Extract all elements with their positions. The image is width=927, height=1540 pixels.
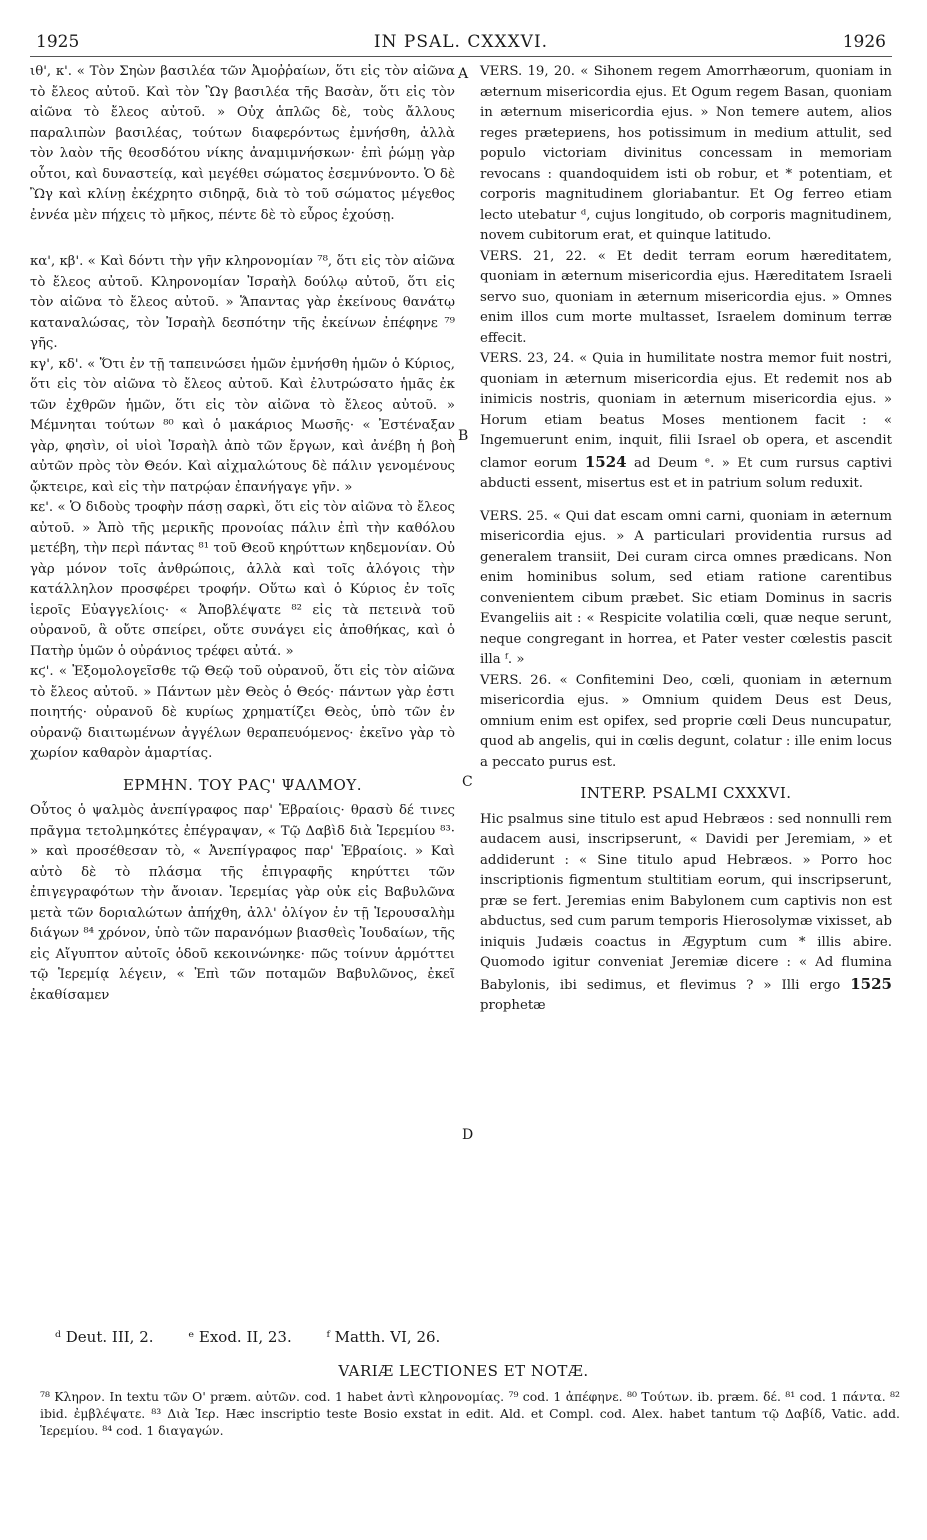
variant-notes: ⁷⁸ Κληρον. In textu τῶν Ο' præm. αὐτῶν. cod. 1 habet ἀντὶ κληρονομίας. ⁷⁹ cod. 1 ἀπέφηνε. ⁸⁰ Τούτων. ib. præm. δέ. ⁸¹ cod. 1 πάντα. ⁸² ibid. ἐμβλέψατε. ⁸³ Διὰ Ἱερ. Hæc inscriptio teste Bosio exstat in edit. Ald. et Compl. cod. Alex. habet tantum τῷ Δαβίδ, Vatic. add. Ἱερεμίου. ⁸⁴ cod. 1 διαγαγών. <box>40 1389 900 1438</box>
page-number-right: 1926 <box>842 32 886 52</box>
variae-heading: VARIÆ LECTIONES ET NOTÆ. <box>338 1362 589 1380</box>
latin-text: prophetæ <box>480 998 546 1013</box>
marginal-page-number: 1524 <box>584 452 627 471</box>
margin-letter-b: B <box>458 428 469 444</box>
greek-paragraph: κε'. « Ὁ διδοὺς τροφὴν πάσῃ σαρκὶ, ὅτι εἰς τὸν αἰῶνα τὸ ἔλεος αὐτοῦ. » Ἀπὸ τῆς μερικῆς προνοίας πάλιν ἐπὶ τὴν καθόλου μετέβη, τὴν περὶ πάντας ⁸¹ τοῦ Θεοῦ κηρύττων κηδεμονίαν. Οὐ γὰρ μόνον τοῖς ἀνθρώποις, ἀλλὰ καὶ τοῖς ἀλόγοις τὴν κατάλληλον προσφέρει τροφήν. Οὕτω καὶ ὁ Κύριος ἐν τοῖς ἱεροῖς Εὐαγγελίοις· « Ἀποβλέψατε ⁸² εἰς τὰ πετεινὰ τοῦ οὐρανοῦ, ἃ οὔτε σπείρει, οὔτε συνάγει εἰς ἀποθήκας, καὶ ὁ Πατὴρ ὑμῶν ὁ οὐράνιος τρέφει αὐτά. » <box>30 500 455 659</box>
latin-column <box>480 62 892 1017</box>
marginal-page-number: 1525 <box>850 974 892 993</box>
latin-section-heading: INTERP. PSALMI CXXXVI. <box>580 784 792 802</box>
latin-text: Hic psalmus sine titulo est apud Hebræos : sed nonnulli rem audacem ausi, inscripserunt, « Davidi per Jeremiam, » et addiderunt : « Sine titulo apud Hebræos. » Porro hoc inscriptionis figmentum stultitiam eorum, qui inscripserunt, præ se fert. Jeremias enim Babylonem cum captivis non est abductus, sed cum parum temporis Hierosolymæ vixisset, ab iniquis Judæis coactus in Ægyptum cum * illis abire. Quomodo igitur conveniat Jeremiæ dicere : « Ad flumina Babylonis, ibi sedimus, et flevimus ? » Illi ergo <box>480 811 892 993</box>
latin-paragraph: VERS. 26. « Confitemini Deo, cœli, quoniam in æternum misericordia ejus. » Omnium quidem Deus est Deus, omnium enim est opifex, sed proprie cœli Deus nuncupatur, quod ab angelis, qui in cœlis degunt, colatur : ille enim locus a peccato purus est. <box>480 672 893 770</box>
greek-section-heading: ΕΡΜΗΝ. ΤΟΥ ΡΑϚ' ΨΑΛΜΟΥ. <box>122 775 363 794</box>
footnote: ᵈ Deut. III, 2. <box>55 1328 154 1346</box>
latin-text: ad Deum ᵉ. » Et cum rursus captivi abducti essent, misertus est et in patrium solum reduxit. <box>480 455 892 491</box>
footnote: ᶠ Matth. VI, 26. <box>326 1328 441 1346</box>
greek-paragraph: Οὗτος ὁ ψαλμὸς ἀνεπίγραφος παρ' Ἑβραίοις· θρασὺ δέ τινες πρᾶγμα τετολμηκότες ἐπέγραψαν, « Τῷ Δαβὶδ διὰ Ἱερεμίου ⁸³· » καὶ προσέθεσαν τὸ, « Ἀνεπίγραφος παρ' Ἑβραίοις. » Καὶ αὐτὸ δὲ τὸ πλάσμα τῆς ἐπιγραφῆς κηρύττει τῶν ἐπιγεγραφότων τὴν ἄνοιαν. Ἱερεμίας γὰρ οὐκ εἰς Βαβυλῶνα μετὰ τῶν δοριαλώτων ἀπήχθη, ἀλλ' ὀλίγον ἐν τῇ Ἱερουσαλὴμ διάγων ⁸⁴ χρόνον, ὑπὸ τῶν παρανόμων βιασθεὶς Ἰουδαίων, τῆς εἰς Αἴγυπτον αὐτοῖς ὁδοῦ κεκοινώνηκε· πῶς τοίνυν ἁρμόττει τῷ Ἱερεμίᾳ λέγειν, « Ἐπὶ τῶν ποταμῶν Βαβυλῶνος, ἐκεῖ ἐκαθίσαμεν <box>30 803 455 1003</box>
margin-letter-c: C <box>462 774 473 790</box>
greek-paragraph: κγ', κδ'. « Ὅτι ἐν τῇ ταπεινώσει ἡμῶν ἐμνήσθη ἡμῶν ὁ Κύριος, ὅτι εἰς τὸν αἰῶνα τὸ ἔλεος αὐτοῦ. Καὶ ἐλυτρώσατο ἡμᾶς ἐκ τῶν ἐχθρῶν ἡμῶν, ὅτι εἰς τὸν αἰῶνα τὸ ἔλεος αὐτοῦ. » Μέμνηται τούτων ⁸⁰ καὶ ὁ μακάριος Μωσῆς· « Ἐστέναξαν γὰρ, φησὶν, οἱ υἱοὶ Ἰσραὴλ ἀπὸ τῶν ἔργων, καὶ ἀνέβη ἡ βοὴ αὐτῶν πρὸς τὸν Θεόν. Καὶ αἰχμαλώτους δὲ πάλιν γενομένους ᾤκτειρε, καὶ εἰς τὴν πατρῴαν ἐπανήγαγε γῆν. » <box>30 356 455 495</box>
greek-paragraph: ιθ', κ'. « Τὸν Σηὼν βασιλέα τῶν Ἀμοῤῥαίων, ὅτι εἰς τὸν αἰῶνα τὸ ἔλεος αὐτοῦ. Καὶ τὸν Ὢγ βασιλέα τῆς Βασὰν, ὅτι εἰς τὸν αἰῶνα τὸ ἔλεος αὐτοῦ. » Οὐχ ἁπλῶς δὲ, τοὺς ἄλλους παραλιπὼν βασιλέας, τούτων διαφερόντως ἐμνήσθη, ἀλλὰ τὸν λαὸν τῆς θεοσδότου νίκης ἀναμιμνήσκων· ἐπὶ ῥώμῃ γὰρ οὗτοι, καὶ δυναστείᾳ, καὶ μεγέθει σώματος ἐσεμνύνοντο. Ὁ δὲ Ὢγ καὶ κλίνῃ ἐκέχρητο σιδηρᾷ, διὰ τὸ τοῦ σώματος μέγεθος ἐννέα μὲν πήχεις τὸ μῆκος, πέντε δὲ τὸ εὖρος ἐχούσῃ. <box>30 64 455 223</box>
greek-paragraph: κϛ'. « Ἐξομολογεῖσθε τῷ Θεῷ τοῦ οὐρανοῦ, ὅτι εἰς τὸν αἰῶνα τὸ ἔλεος αὐτοῦ. » Πάντων μὲν Θεὸς ὁ Θεός· πάντων γὰρ ἐστι ποιητής· οὐρανοῦ δὲ κυρίως χρηματίζει Θεὸς, ὑπὸ τῶν ἐν οὐρανῷ διαιτωμένων ἀγγέλων θεραπευόμενος· ἐκεῖνο γὰρ τὸ χωρίον καθαρὸν ἁμαρτίας. <box>30 664 455 761</box>
page-number-left: 1925 <box>36 32 80 52</box>
running-title: IN PSAL. CXXXVI. <box>373 32 549 52</box>
latin-paragraph: VERS. 21, 22. « Et dedit terram eorum hæreditatem, quoniam in æternum misericordia ejus. Hæreditatem Israeli servo suo, quoniam in æternum misericordia ejus. » Omnes enim illos cum morte multasset, Israelem dominum terræ effecit. <box>480 248 892 346</box>
latin-text: VERS. 23, 24. « Quia in humilitate nostra memor fuit nostri, quoniam in æternum misericordia ejus. Et redemit nos ab inimicis nostris, quoniam in æternum misericordia ejus. » Horum etiam beatus Moses mentionem facit : « Ingemuerunt enim, inquit, filii Israel ob opera, et ascendit clamor eorum <box>480 351 892 471</box>
footnote: ᵉ Exod. II, 23. <box>188 1328 292 1346</box>
greek-column <box>30 62 455 1006</box>
latin-paragraph <box>480 810 892 1017</box>
latin-paragraph: VERS. 25. « Qui dat escam omni carni, quoniam in æternum misericordia ejus. » A particulari providentia rursus ad generalem transiit, Dei curam circa omnes prædicans. Non enim hominibus solum, sed etiam ratione carentibus convenientem cibum præbet. Sic etiam Dominus in sacris Evangeliis ait : « Respicite volatilia cœli, quæ neque serunt, neque congregant in horrea, et Pater vester cœlestis pascit illa ᶠ. » <box>480 508 892 667</box>
margin-letter-d: D <box>462 1127 474 1143</box>
page-header <box>30 30 892 57</box>
latin-paragraph: VERS. 19, 20. « Sihonem regem Amorrhæorum, quoniam in æternum misericordia ejus. Et Ogum regem Basan, quoniam in æternum misericordia ejus. » Non temere autem, alios reges prætериens, hos potissimum in medium attulit, sed populo victoriam divinitus concessam in memoriam revocans : quandoquidem isti ob robur, et * potentiam, et corporis magnitudinem gloriabantur. Et Og ferreo etiam lecto utebatur ᵈ, cujus longitudo, ob corporis magnitudinem, novem cubitorum erat, et quinque latitudo. <box>480 64 892 243</box>
latin-paragraph <box>480 349 892 495</box>
margin-letter-a: A <box>458 66 469 82</box>
footnotes <box>55 1328 905 1346</box>
greek-paragraph: κα', κβ'. « Καὶ δόντι τὴν γῆν κληρονομίαν ⁷⁸, ὅτι εἰς τὸν αἰῶνα τὸ ἔλεος αὐτοῦ. Κληρονομίαν Ἰσραὴλ δούλῳ αὐτοῦ, ὅτι εἰς τὸν αἰῶνα τὸ ἔλεος αὐτοῦ. » Ἅπαντας γὰρ ἐκείνους θανάτῳ καταναλώσας, τὸν Ἰσραὴλ δεσπότην τῆς ἐκείνων ἐπέφηνε ⁷⁹ γῆς. <box>30 254 455 351</box>
